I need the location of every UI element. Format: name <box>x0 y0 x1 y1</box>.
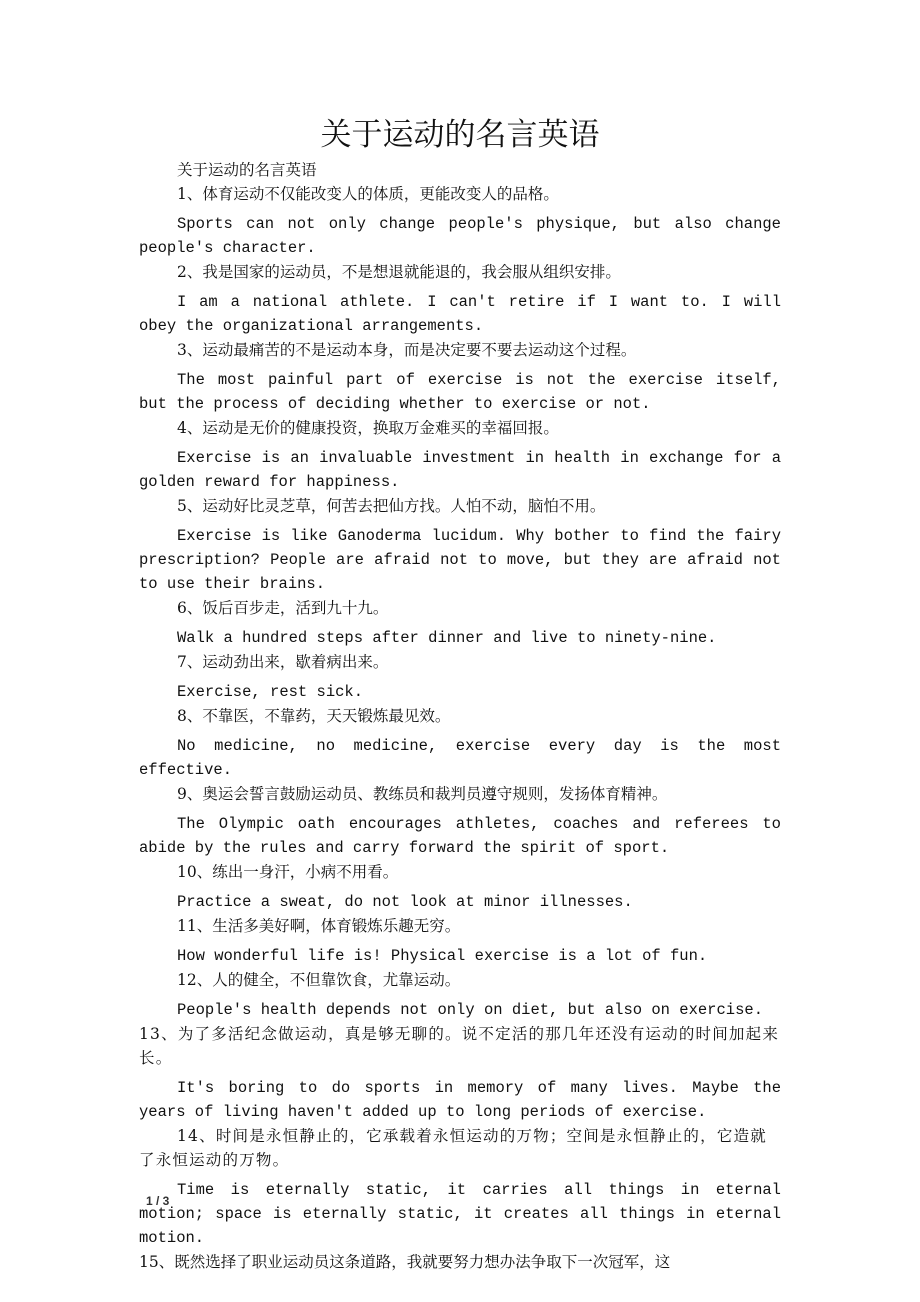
page-number: 1 / 3 <box>146 1194 170 1208</box>
quote-en: Exercise, rest sick. <box>177 683 364 701</box>
quote-zh: 13、为了多活纪念做运动，真是够无聊的。说不定活的那几年还没有运动的时间加起来长。 <box>139 1025 780 1067</box>
quote-en: Sports can not only change people's physique, but also change people's character. <box>139 215 781 257</box>
quote-en: The most painful part of exercise is not the exercise itself, but the process of deciding whether to exercise or not. <box>139 371 781 413</box>
quote-zh: 14、时间是永恒静止的，它承载着永恒运动的万物；空间是永恒静止的，它造就了永恒运动的万物。 <box>139 1127 767 1169</box>
quote-en: It's boring to do sports in memory of many lives. Maybe the years of living haven't added up to long periods of exercise. <box>139 1079 781 1121</box>
quote-zh: 6、饭后百步走，活到九十九。 <box>177 599 389 617</box>
quote-zh: 5、运动好比灵芝草，何苦去把仙方找。人怕不动，脑怕不用。 <box>177 497 606 515</box>
quote-zh: 8、不靠医，不靠药，天天锻炼最见效。 <box>177 707 451 725</box>
quote-en: Exercise is an invaluable investment in health in exchange for a golden reward for happiness. <box>139 449 781 491</box>
quote-zh: 10、练出一身汗，小病不用看。 <box>177 863 399 881</box>
quote-zh: 1、体育运动不仅能改变人的体质，更能改变人的品格。 <box>177 185 559 203</box>
quote-zh: 15、既然选择了职业运动员这条道路，我就要努力想办法争取下一次冠军，这 <box>139 1253 671 1271</box>
document-body <box>139 158 781 1274</box>
subtitle: 关于运动的名言英语 <box>177 161 317 179</box>
quote-en: Walk a hundred steps after dinner and live to ninety-nine. <box>177 629 717 647</box>
quote-zh: 3、运动最痛苦的不是运动本身，而是决定要不要去运动这个过程。 <box>177 341 637 359</box>
quote-en: The Olympic oath encourages athletes, coaches and referees to abide by the rules and carry forward the spirit of sport. <box>139 815 781 857</box>
quote-zh: 12、人的健全，不但靠饮食，尤靠运动。 <box>177 971 461 989</box>
quote-zh: 7、运动劲出来，歇着病出来。 <box>177 653 389 671</box>
quote-en: No medicine, no medicine, exercise every day is the most effective. <box>139 737 781 779</box>
quote-en: I am a national athlete. I can't retire if I want to. I will obey the organizational arrangements. <box>139 293 781 335</box>
quote-zh: 2、我是国家的运动员，不是想退就能退的，我会服从组织安排。 <box>177 263 621 281</box>
quote-en: People's health depends not only on diet, but also on exercise. <box>177 1001 763 1019</box>
quote-en: How wonderful life is! Physical exercise is a lot of fun. <box>177 947 708 965</box>
quote-en: Practice a sweat, do not look at minor illnesses. <box>177 893 633 911</box>
quote-en: Time is eternally static, it carries all things in eternal motion; space is eternally static, it creates all things in eternal motion. <box>139 1181 781 1247</box>
quote-zh: 11、生活多美好啊，体育锻炼乐趣无穷。 <box>177 917 461 935</box>
quote-en: Exercise is like Ganoderma lucidum. Why bother to find the fairy prescription? People are afraid not to move, but they are afraid not to use their brains. <box>139 527 781 593</box>
quote-zh: 9、奥运会誓言鼓励运动员、教练员和裁判员遵守规则，发扬体育精神。 <box>177 785 668 803</box>
quote-zh: 4、运动是无价的健康投资，换取万金难买的幸福回报。 <box>177 419 559 437</box>
page-title: 关于运动的名言英语 <box>320 117 600 153</box>
